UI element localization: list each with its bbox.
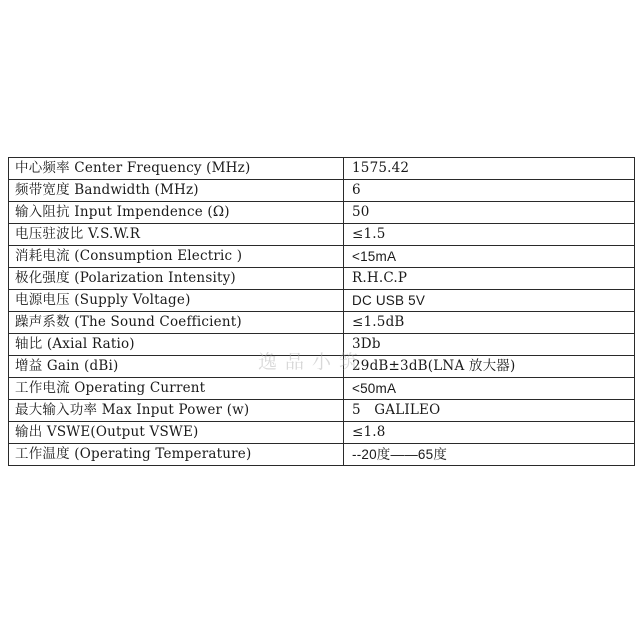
table-row <box>9 400 635 422</box>
table-row <box>9 290 635 312</box>
table-row <box>9 158 635 180</box>
param-cell: 电源电压 (Supply Voltage) <box>9 290 344 312</box>
value-cell: R.H.C.P <box>344 268 635 290</box>
table-row <box>9 246 635 268</box>
param-cell: 增益 Gain (dBi) <box>9 356 344 378</box>
value-cell: 1575.42 <box>344 158 635 180</box>
table-row <box>9 224 635 246</box>
watermark: 逸品小筑 <box>258 351 367 373</box>
param-cell: 输出 VSWE(Output VSWE) <box>9 422 344 444</box>
param-cell: 频带宽度 Bandwidth (MHz) <box>9 180 344 202</box>
param-cell: 最大输入功率 Max Input Power (w) <box>9 400 344 422</box>
value-cell: 6 <box>344 180 635 202</box>
param-cell: 电压驻波比 V.S.W.R <box>9 224 344 246</box>
value-cell: 29dB±3dB(LNA 放大器) <box>344 356 635 378</box>
table-row <box>9 268 635 290</box>
table-row <box>9 312 635 334</box>
value-cell: <50mA <box>344 378 635 400</box>
value-cell: --20度——65度 <box>344 444 635 466</box>
value-cell: <15mA <box>344 246 635 268</box>
param-cell: 轴比 (Axial Ratio) <box>9 334 344 356</box>
value-cell: ≤1.5dB <box>344 312 635 334</box>
param-cell: 消耗电流 (Consumption Electric ) <box>9 246 344 268</box>
table-row <box>9 378 635 400</box>
param-cell: 中心频率 Center Frequency (MHz) <box>9 158 344 180</box>
value-cell: 5 GALILEO <box>344 400 635 422</box>
param-cell: 输入阻抗 Input Impendence (Ω) <box>9 202 344 224</box>
value-cell: ≤1.8 <box>344 422 635 444</box>
param-cell: 极化强度 (Polarization Intensity) <box>9 268 344 290</box>
value-cell: 3Db <box>344 334 635 356</box>
value-cell: ≤1.5 <box>344 224 635 246</box>
value-cell: DC USB 5V <box>344 290 635 312</box>
table-row <box>9 180 635 202</box>
param-cell: 工作电流 Operating Current <box>9 378 344 400</box>
table-row <box>9 356 635 378</box>
table-row <box>9 444 635 466</box>
table-row <box>9 334 635 356</box>
spec-table <box>8 157 635 466</box>
param-cell: 工作温度 (Operating Temperature) <box>9 444 344 466</box>
value-cell: 50 <box>344 202 635 224</box>
param-cell: 躁声系数 (The Sound Coefficient) <box>9 312 344 334</box>
table-row <box>9 422 635 444</box>
table-row <box>9 202 635 224</box>
